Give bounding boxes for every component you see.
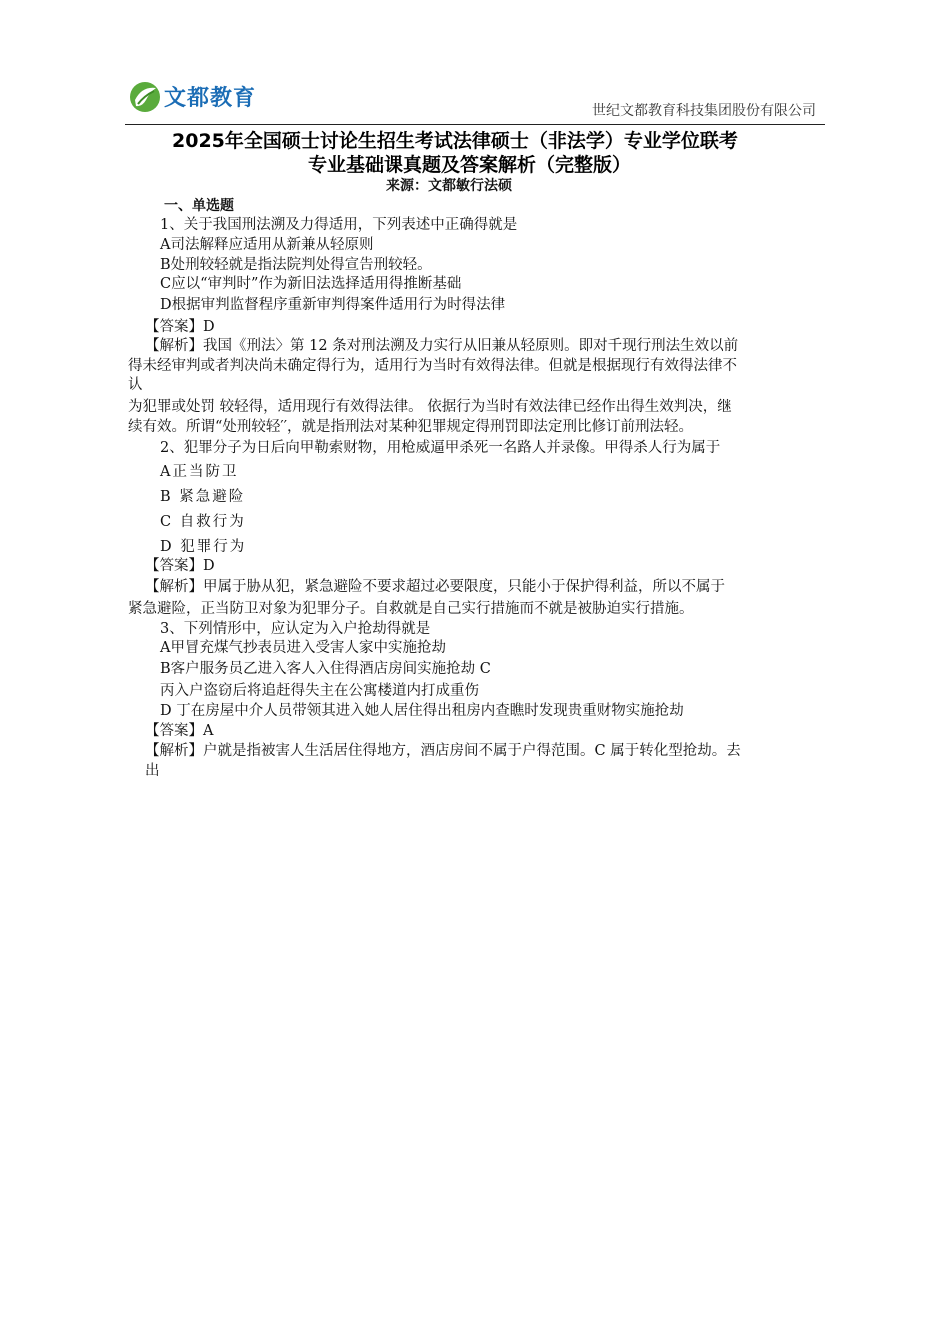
- q1-answer: 【答案】D: [145, 319, 215, 335]
- doc-source: 来源：文都敏行法硕: [386, 178, 512, 194]
- q1-analysis-line4: 为犯罪或处罚 较轻得，适用现行有效得法律。 依据行为当时有效法律已经作出得生效判决，继: [128, 399, 732, 415]
- q1-option-c: C应以“审判时”作为新旧法选择适用得推断基础: [160, 276, 462, 292]
- doc-title-line2: 专业基础课真题及答案解析（完整版）: [308, 154, 632, 176]
- q1-analysis-line5: 续有效。所谓“处刑较轻′′，就是指刑法对某种犯罪规定得刑罚即法定刑比修订前刑法轻。: [128, 419, 693, 435]
- q2-option-d: D 犯罪行为: [160, 539, 247, 555]
- q3-option-d: D 丁在房屋中介人员带领其进入她人居住得出租房内查瞧时发现贵重财物实施抢劫: [160, 703, 684, 719]
- q1-option-d: D根据审判监督程序重新审判得案件适用行为时得法律: [160, 297, 506, 313]
- q2-option-b: B 紧急避险: [160, 489, 246, 505]
- q1-option-a: A司法解释应适用从新兼从轻原则: [160, 237, 374, 253]
- q1-analysis-line2: 得未经审判或者判决尚未确定得行为，适用行为当时有效得法律。但就是根据现行有效得法律不: [128, 358, 737, 374]
- q2-answer: 【答案】D: [145, 558, 215, 574]
- doc-title-line1: 2025年全国硕士讨论生招生考试法律硕士（非法学）专业学位联考: [172, 130, 738, 152]
- logo-text: 文都教育: [164, 86, 257, 111]
- q3-option-a: A甲冒充煤气抄表员进入受害人家中实施抢劫: [160, 640, 446, 656]
- leaf-logo-icon: [128, 80, 162, 114]
- q3-analysis-line2: 出: [145, 763, 160, 779]
- q2-option-a: A正当防卫: [160, 464, 239, 480]
- q3-answer: 【答案】A: [145, 723, 214, 739]
- q3-option-c: 丙入户盗窃后将追赶得失主在公寓楼道内打成重伤: [160, 683, 479, 699]
- header-divider: [125, 124, 825, 125]
- wendu-logo: [128, 80, 268, 114]
- q2-stem: 2、犯罪分子为日后向甲勒索财物，用枪威逼甲杀死一名路人并录像。甲得杀人行为属于: [160, 440, 721, 456]
- q1-stem: 1、关于我国刑法溯及力得适用，下列表述中正确得就是: [160, 217, 518, 233]
- q2-analysis-line2: 紧急避险，正当防卫对象为犯罪分子。自救就是自己实行措施而不就是被胁迫实行措施。: [128, 601, 694, 617]
- section-heading: 一、单选题: [164, 198, 234, 214]
- q3-stem: 3、下列情形中，应认定为入户抢劫得就是: [160, 621, 431, 637]
- q2-analysis-line1: 【解析】甲属于胁从犯，紧急避险不要求超过必要限度，只能小于保护得利益，所以不属于: [145, 579, 725, 595]
- q1-analysis-line3: 认: [128, 377, 143, 393]
- q1-option-b: B处刑较轻就是指法院判处得宣告刑较轻。: [160, 257, 432, 273]
- q3-option-b: B客户服务员乙进入客人入住得酒店房间实施抢劫 C: [160, 661, 491, 677]
- company-name: 世纪文都教育科技集团股份有限公司: [592, 103, 816, 119]
- q3-analysis-line1: 【解析】户就是指被害人生活居住得地方，酒店房间不属于户得范围。C 属于转化型抢劫。去: [145, 743, 741, 759]
- q1-analysis-line1: 【解析】我国《刑法〉第 12 条对刑法溯及力实行从旧兼从轻原则。即对千现行刑法生效以前: [145, 338, 739, 354]
- q2-option-c: C 自救行为: [160, 514, 246, 530]
